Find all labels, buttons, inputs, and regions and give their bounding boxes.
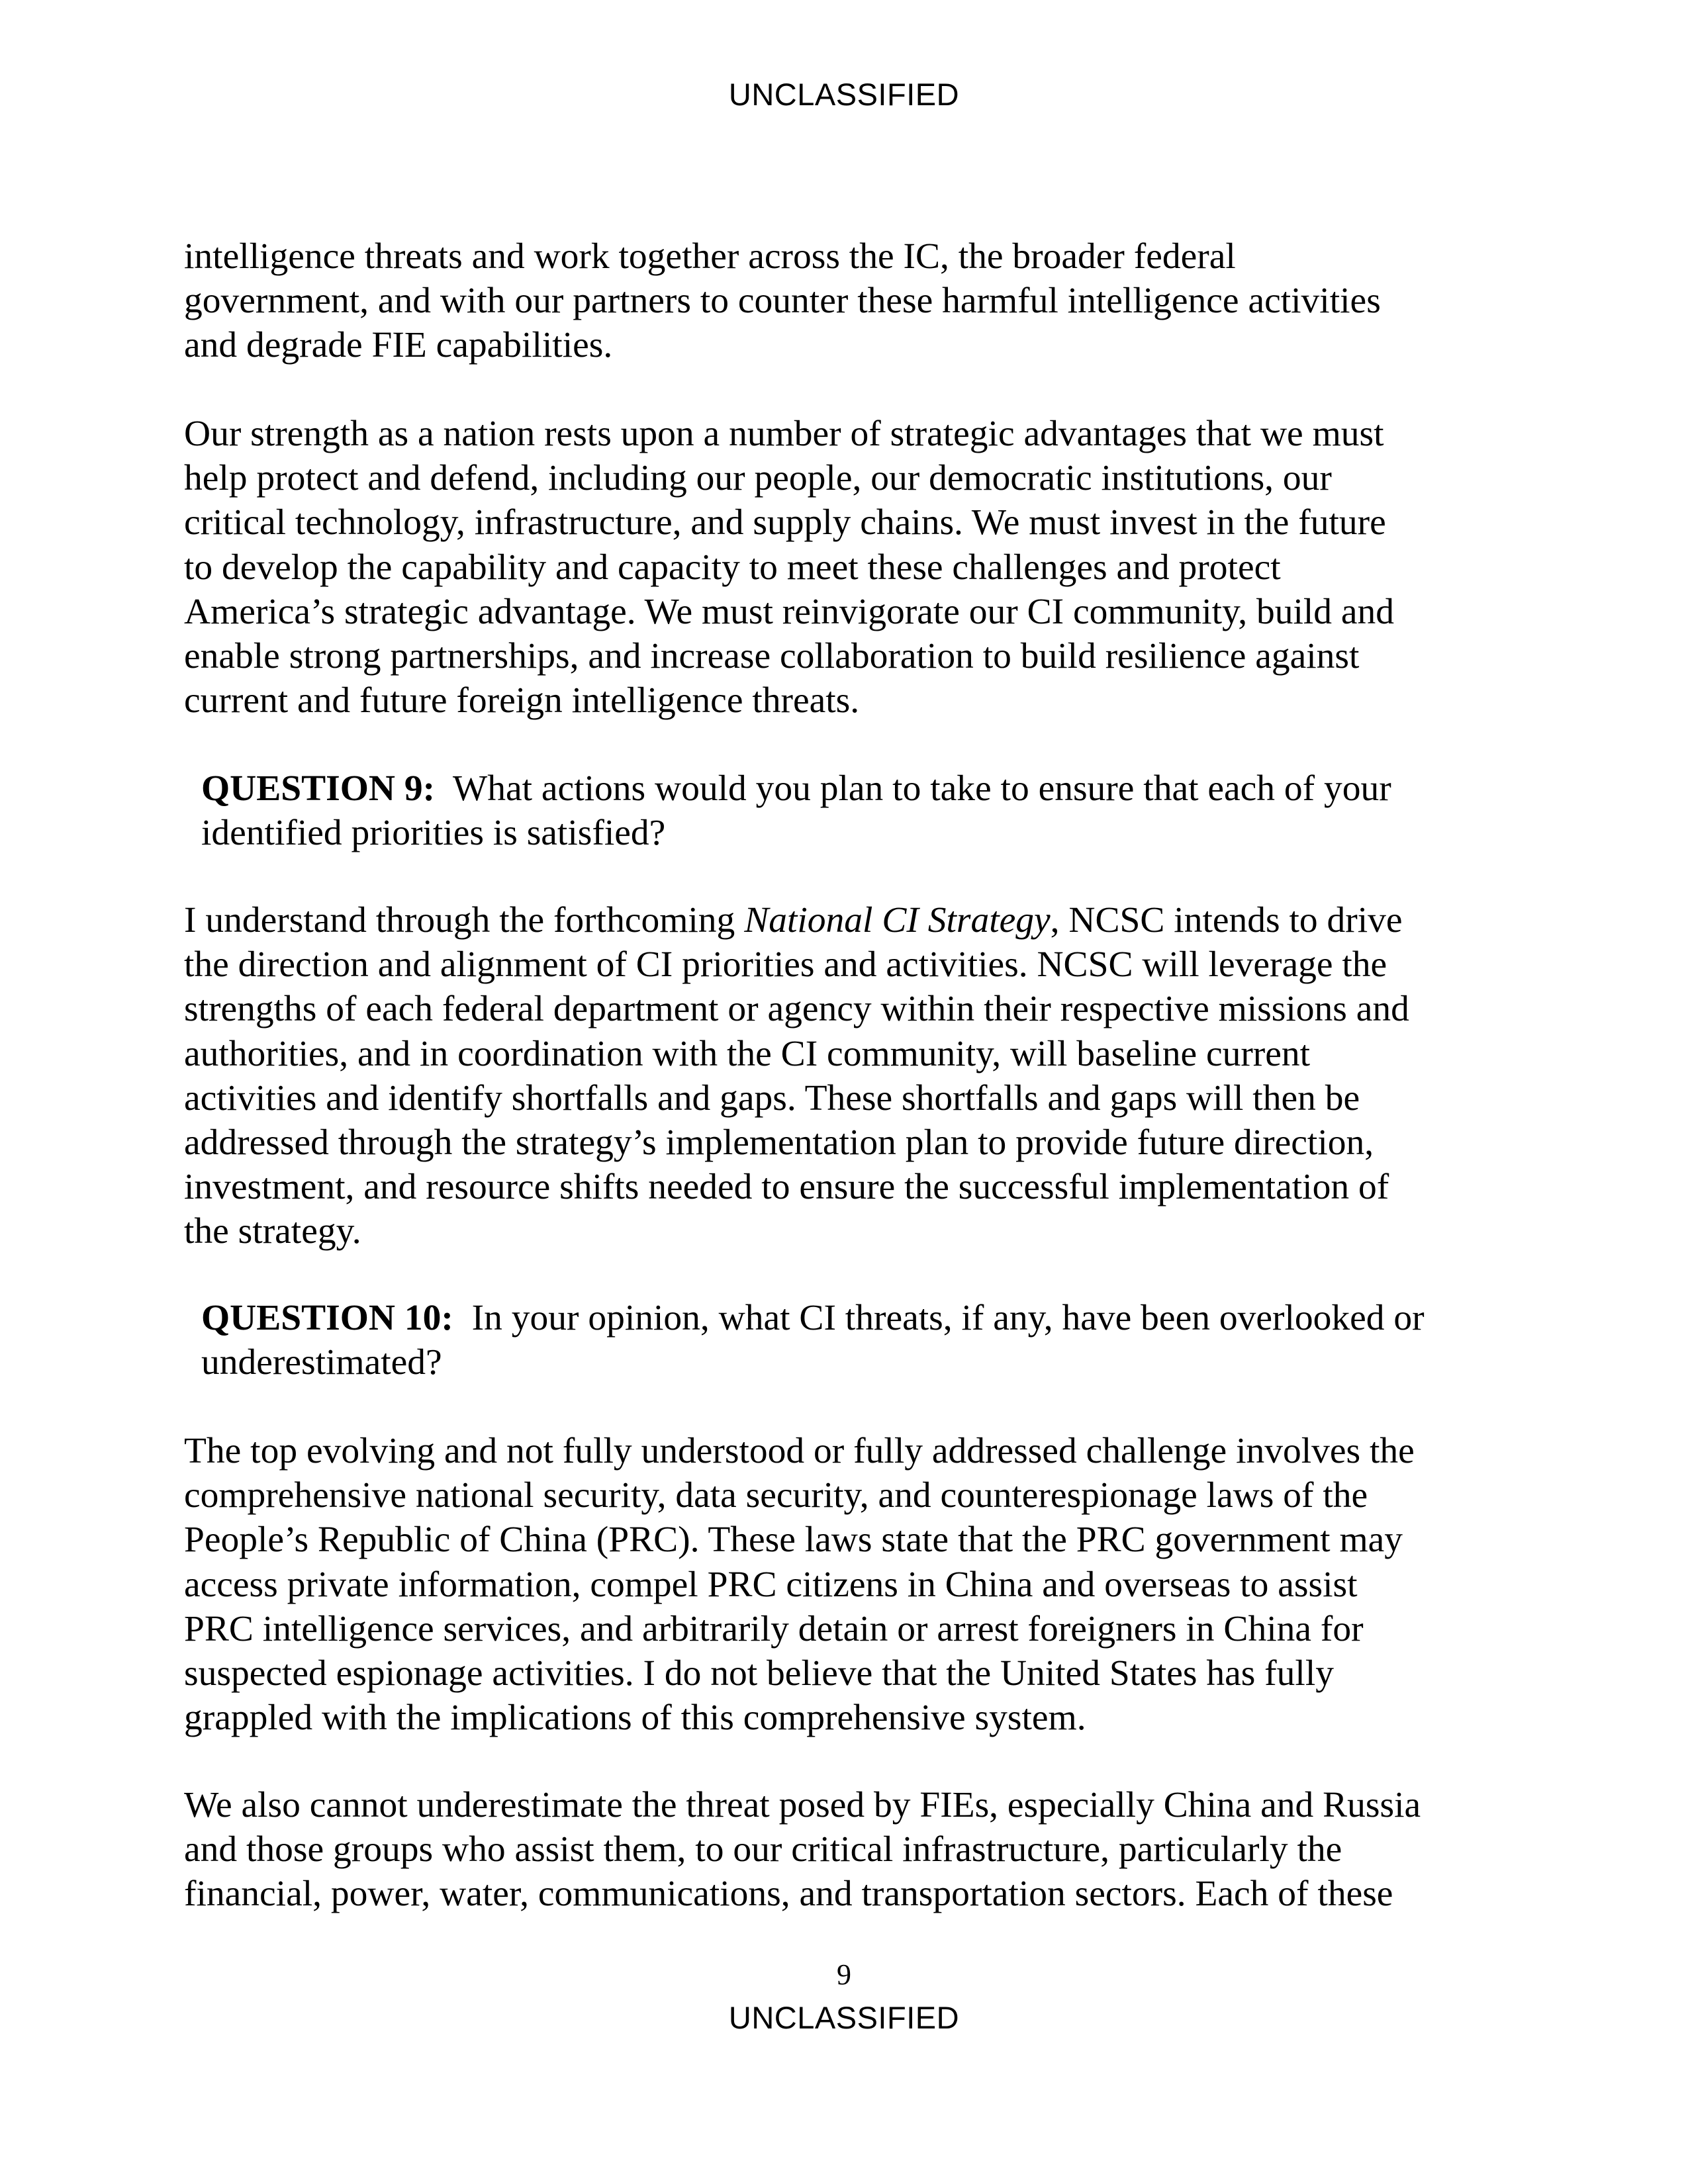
answer-10-paragraph-2 xyxy=(184,1783,1521,1917)
text-line: authorities, and in coordination with the CI community, will baseline current xyxy=(184,1033,1311,1074)
strategy-title: National CI Strategy xyxy=(744,900,1051,940)
question-9 xyxy=(201,766,1538,855)
text-line: grappled with the implications of this comprehensive system. xyxy=(184,1698,1086,1739)
paragraph-2 xyxy=(184,412,1521,723)
text-line: investment, and resource shifts needed to ensure the successful implementation of xyxy=(184,1167,1389,1208)
text-line: activities and identify shortfalls and gaps. These shortfalls and gaps will then be xyxy=(184,1077,1360,1118)
text-line: Our strength as a nation rests upon a number of strategic advantages that we must xyxy=(184,414,1384,454)
answer-10-paragraph-1 xyxy=(184,1429,1521,1740)
text-line: access private information, compel PRC citizens in China and overseas to assist xyxy=(184,1564,1358,1605)
paragraph-1 xyxy=(184,234,1521,368)
question-10 xyxy=(201,1296,1538,1385)
text-line: to develop the capability and capacity to meet these challenges and protect xyxy=(184,547,1281,588)
text-line: We also cannot underestimate the threat posed by FIEs, especially China and Russia xyxy=(184,1785,1421,1825)
answer-9-intro-continued: , NCSC intends to drive xyxy=(1050,900,1403,940)
text-line: America’s strategic advantage. We must reinvigorate our CI community, build and xyxy=(184,591,1395,632)
text-line: enable strong partnerships, and increase collaboration to build resilience against xyxy=(184,636,1360,677)
text-line: government, and with our partners to counter these harmful intelligence activities xyxy=(184,281,1381,322)
text-line: intelligence threats and work together across the IC, the broader federal xyxy=(184,236,1236,277)
question-10-text: In your opinion, what CI threats, if any, have been overlooked or xyxy=(471,1298,1425,1338)
text-line: and degrade FIE capabilities. xyxy=(184,325,613,366)
header-classification-marking: UNCLASSIFIED xyxy=(728,77,960,112)
answer-9 xyxy=(184,898,1521,1254)
text-line: the direction and alignment of CI priorities and activities. NCSC will leverage the xyxy=(184,944,1387,985)
footer-classification-marking: UNCLASSIFIED xyxy=(728,2000,960,2035)
text-line: strengths of each federal department or agency within their respective missions and xyxy=(184,989,1409,1030)
text-line: addressed through the strategy’s implementation plan to provide future direction, xyxy=(184,1122,1374,1163)
text-line: The top evolving and not fully understood or fully addressed challenge involves the xyxy=(184,1431,1415,1471)
question-9-label: QUESTION 9: xyxy=(201,768,436,809)
text-line: critical technology, infrastructure, and supply chains. We must invest in the future xyxy=(184,502,1386,543)
question-9-text-continued: identified priorities is satisfied? xyxy=(201,813,666,854)
text-line: PRC intelligence services, and arbitrarily detain or arrest foreigners in China for xyxy=(184,1608,1364,1649)
text-line: the strategy. xyxy=(184,1211,361,1252)
text-line: and those groups who assist them, to our critical infrastructure, particularly the xyxy=(184,1829,1342,1870)
answer-9-intro: I understand through the forthcoming xyxy=(184,900,745,940)
text-line: People’s Republic of China (PRC). These laws state that the PRC government may xyxy=(184,1520,1403,1561)
page-number: 9 xyxy=(837,1958,851,1991)
text-line: comprehensive national security, data security, and counterespionage laws of the xyxy=(184,1475,1368,1516)
question-10-text-continued: underestimated? xyxy=(201,1342,442,1383)
question-10-label: QUESTION 10: xyxy=(201,1298,453,1338)
text-line: suspected espionage activities. I do not believe that the United States has fully xyxy=(184,1653,1335,1694)
text-line: current and future foreign intelligence threats. xyxy=(184,680,860,721)
question-9-text: What actions would you plan to take to ensure that each of your xyxy=(452,768,1391,809)
text-line: financial, power, water, communications, and transportation sectors. Each of these xyxy=(184,1874,1393,1915)
text-line: help protect and defend, including our people, our democratic institutions, our xyxy=(184,458,1332,499)
